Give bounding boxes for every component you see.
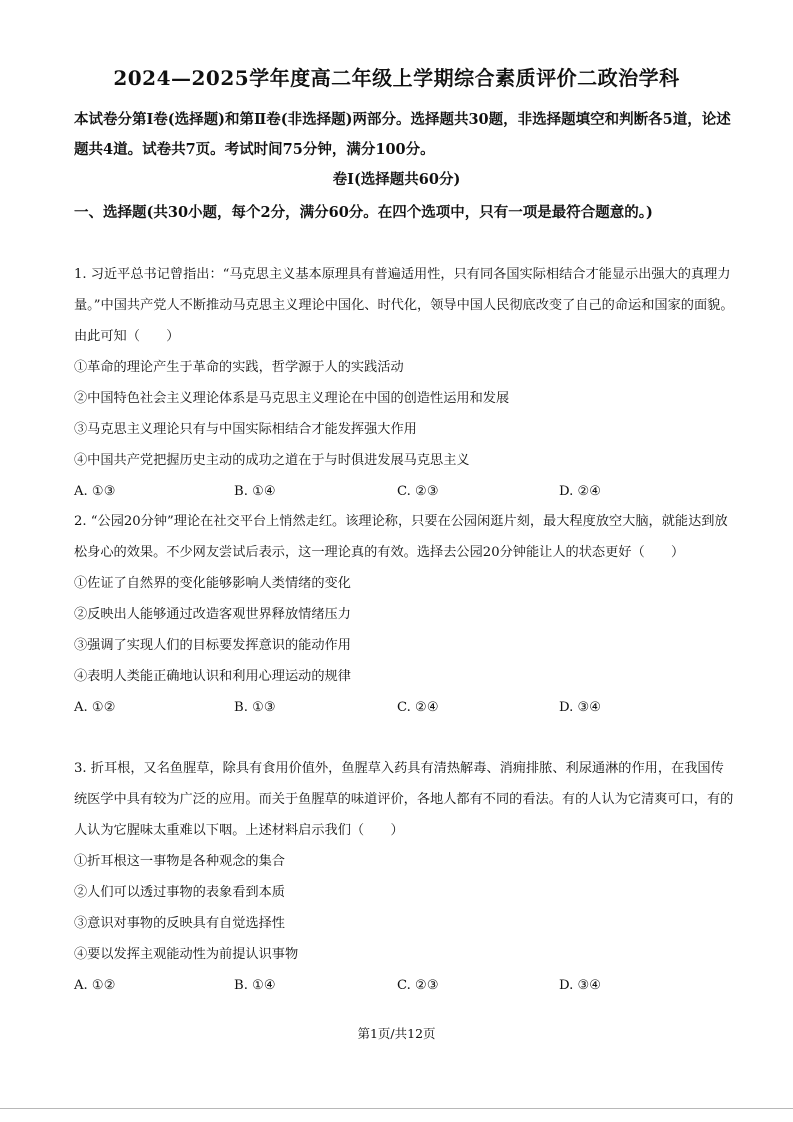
section-instructions: 一、选择题(共30小题，每个2分，满分60分。在四个选项中，只有一项是最符合题意的。) (74, 204, 653, 221)
choice-a: A. ①② (74, 700, 116, 715)
exam-intro: 本试卷分第Ⅰ卷(选择题)和第Ⅱ卷(非选择题)两部分。选择题共30题，非选择题填空和判断各5道，论述题共4道。试卷共7页。考试时间75分钟，满分100分。 (74, 111, 731, 158)
statement-option: ④中国共产党把握历史主动的成功之道在于与时俱进发展马克思主义 (74, 453, 470, 468)
statement-option: ①佐证了自然界的变化能够影响人类情绪的变化 (74, 576, 351, 591)
statement-option: ④要以发挥主观能动性为前提认识事物 (74, 947, 299, 962)
choice-b: B. ①④ (234, 978, 276, 993)
statement-option: ④表明人类能正确地认识和利用心理运动的规律 (74, 669, 351, 684)
question-stem: 1. 习近平总书记曾指出：“马克思主义基本原理具有普遍适用性，只有同各国实际相结合才能显示出强大的真理力量。”中国共产党人不断推动马克思主义理论中国化、时代化，领导中国人民彻底改变了自己的命运和国家的面貌。由此可知（ ） (74, 267, 734, 344)
question-3 (74, 753, 734, 1001)
choice-c: C. ②④ (397, 700, 439, 715)
choice-d: D. ②④ (559, 484, 602, 499)
statement-option: ②反映出人能够通过改造客观世界释放情绪压力 (74, 607, 351, 622)
statement-option: ①革命的理论产生于革命的实践，哲学源于人的实践活动 (74, 360, 404, 375)
statement-option: ③马克思主义理论只有与中国实际相结合才能发挥强大作用 (74, 422, 417, 437)
choice-b: B. ①④ (234, 484, 276, 499)
page-title: 2024—2025学年度高二年级上学期综合素质评价二政治学科 (113, 66, 680, 90)
question-stem: 2. “公园20分钟”理论在社交平台上悄然走红。该理论称，只要在公园闲逛片刻，最大程度放空大脑，就能达到放松身心的效果。不少网友尝试后表示，这一理论真的有效。选择去公园20分钟能让人的状态更好（ ） (74, 514, 728, 560)
choice-c: C. ②③ (397, 978, 439, 993)
page-footer: 第1页/共12页 (357, 1026, 436, 1041)
answer-choices (74, 692, 734, 723)
choice-d: D. ③④ (559, 700, 602, 715)
bottom-divider (0, 1108, 793, 1109)
statement-option: ①折耳根这一事物是各种观念的集合 (74, 854, 285, 869)
statement-option: ③意识对事物的反映具有自觉选择性 (74, 916, 285, 931)
choice-b: B. ①③ (234, 700, 276, 715)
answer-choices (74, 970, 734, 1001)
choice-d: D. ③④ (559, 978, 602, 993)
choice-c: C. ②③ (397, 484, 439, 499)
question-2 (74, 506, 734, 723)
choice-a: A. ①③ (74, 484, 116, 499)
statement-option: ②中国特色社会主义理论体系是马克思主义理论在中国的创造性运用和发展 (74, 391, 510, 406)
question-stem: 3. 折耳根，又名鱼腥草，除具有食用价值外，鱼腥草入药具有清热解毒、消痈排脓、利尿通淋的作用，在我国传统医学中具有较为广泛的应用。而关于鱼腥草的味道评价，各地人都有不同的看法。有的人认为它清爽可口，有的人认为它腥味太重难以下咽。上述材料启示我们（ ） (74, 761, 734, 838)
statement-option: ②人们可以透过事物的表象看到本质 (74, 885, 285, 900)
choice-a: A. ①② (74, 978, 116, 993)
answer-choices (74, 476, 734, 507)
section-title: 卷Ⅰ(选择题共60分) (332, 171, 461, 188)
question-1 (74, 259, 734, 507)
statement-option: ③强调了实现人们的目标要发挥意识的能动作用 (74, 638, 351, 653)
